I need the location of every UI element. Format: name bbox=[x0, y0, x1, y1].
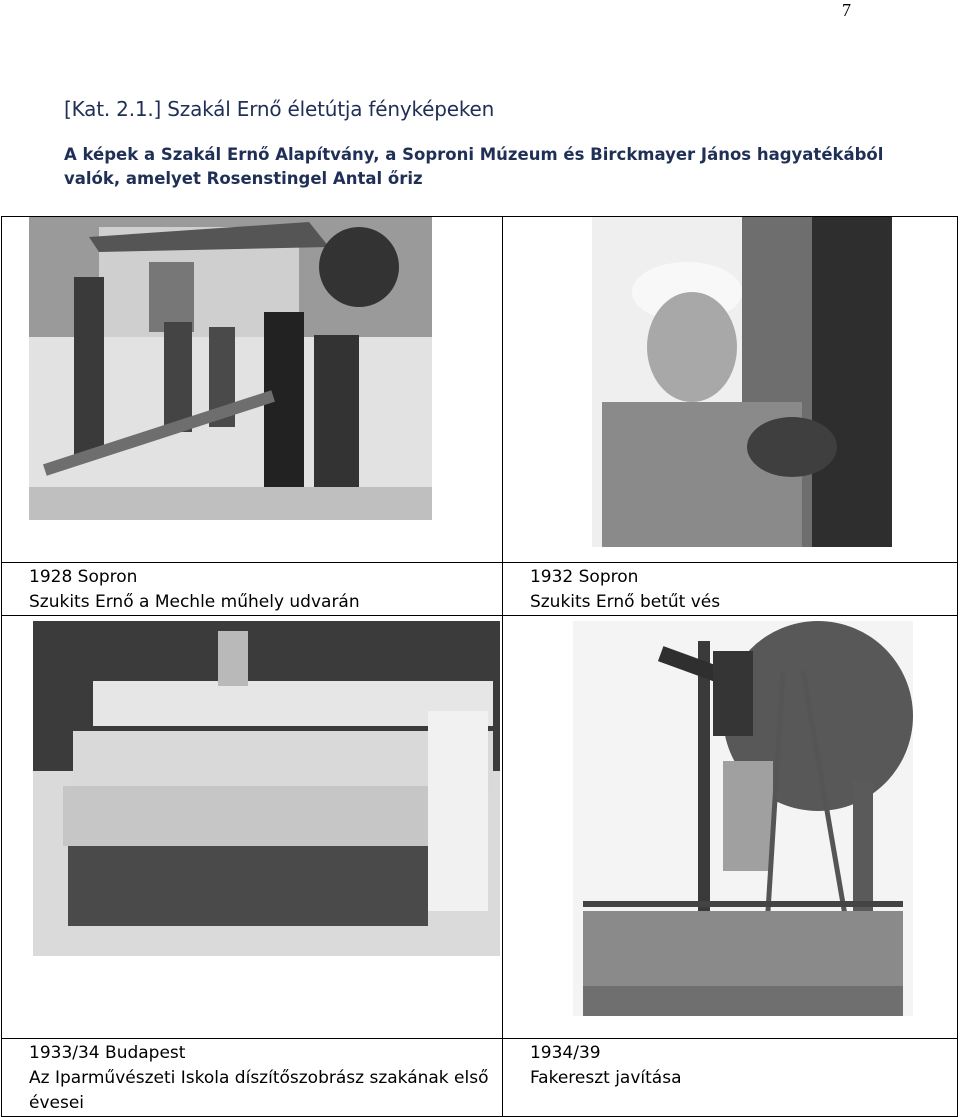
photo-cell-4 bbox=[502, 616, 957, 1039]
page-title: [Kat. 2.1.] Szakál Ernő életútja fényképeken bbox=[64, 97, 495, 121]
caption-year-place: 1933/34 Budapest bbox=[29, 1043, 186, 1063]
intro-text: A képek a Szakál Ernő Alapítvány, a Soproni Múzeum és Birckmayer János hagyatékából valók, amelyet Rosenstingel Antal őriz bbox=[64, 145, 884, 188]
caption-cell-4 bbox=[502, 1039, 957, 1117]
caption-description: Szukits Ernő a Mechle műhely udvarán bbox=[29, 592, 360, 612]
caption-year-place: 1934/39 bbox=[529, 1043, 601, 1063]
photo-cell-2 bbox=[502, 217, 957, 563]
page-number: 7 bbox=[842, 0, 851, 20]
photo-cross-repair bbox=[573, 621, 913, 1016]
caption-cell-2 bbox=[502, 563, 957, 616]
caption-description: Fakereszt javítása bbox=[529, 1068, 682, 1088]
caption-cell-3 bbox=[2, 1039, 503, 1117]
photo-grid bbox=[1, 216, 958, 1117]
photo-class-group bbox=[33, 621, 500, 956]
caption-year-place: 1932 Sopron bbox=[529, 567, 639, 587]
caption-description: Az Iparművészeti Iskola díszítőszobrász szakának első évesei bbox=[29, 1068, 489, 1113]
caption-cell-1 bbox=[2, 563, 503, 616]
caption-description: Szukits Ernő betűt vés bbox=[529, 592, 721, 612]
caption-year-place: 1928 Sopron bbox=[29, 567, 138, 587]
photo-cell-3 bbox=[2, 616, 503, 1039]
photo-cell-1 bbox=[2, 217, 503, 563]
photo-workshop-yard bbox=[29, 217, 432, 520]
photo-carving-letters bbox=[592, 217, 892, 547]
